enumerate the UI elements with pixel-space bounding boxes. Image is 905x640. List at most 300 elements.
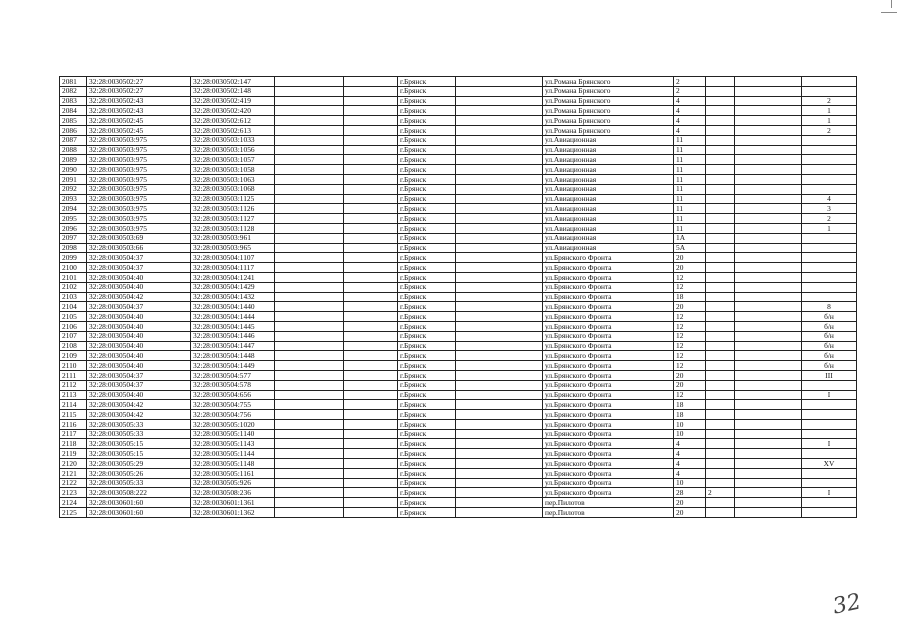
cadastral-number-cell: 32:28:0030504:1444 <box>191 312 275 322</box>
street-cell: ул.Брянского Фронта <box>543 272 674 282</box>
city-cell: г.Брянск <box>398 302 456 312</box>
empty-cell <box>344 135 398 145</box>
street-cell: ул.Авиационная <box>543 155 674 165</box>
city-cell: г.Брянск <box>398 106 456 116</box>
apartment-cell: 3 <box>802 204 857 214</box>
city-cell: г.Брянск <box>398 498 456 508</box>
row-number-cell: 2101 <box>60 272 87 282</box>
street-cell: ул.Брянского Фронта <box>543 410 674 420</box>
table-row <box>60 116 857 126</box>
street-cell: ул.Авиационная <box>543 135 674 145</box>
building-cell <box>706 165 735 175</box>
row-number-cell: 2119 <box>60 449 87 459</box>
building-cell <box>706 390 735 400</box>
table-row <box>60 459 857 469</box>
house-number-cell: 12 <box>674 390 706 400</box>
empty-cell <box>735 165 802 175</box>
empty-cell <box>735 390 802 400</box>
building-cell <box>706 351 735 361</box>
row-number-cell: 2095 <box>60 214 87 224</box>
apartment-cell <box>802 135 857 145</box>
building-cell <box>706 302 735 312</box>
city-cell: г.Брянск <box>398 341 456 351</box>
empty-cell <box>275 449 344 459</box>
table-row <box>60 77 857 87</box>
quarter-number-cell: 32:28:0030503:975 <box>87 223 191 233</box>
empty-cell <box>275 116 344 126</box>
table-row <box>60 321 857 331</box>
empty-cell <box>735 400 802 410</box>
building-cell <box>706 145 735 155</box>
house-number-cell: 20 <box>674 253 706 263</box>
table-row <box>60 302 857 312</box>
building-cell <box>706 341 735 351</box>
table-row <box>60 370 857 380</box>
building-cell <box>706 498 735 508</box>
empty-cell <box>344 155 398 165</box>
apartment-cell <box>802 468 857 478</box>
empty-cell <box>735 478 802 488</box>
building-cell <box>706 106 735 116</box>
empty-cell <box>456 331 543 341</box>
table-row <box>60 125 857 135</box>
empty-cell <box>456 135 543 145</box>
empty-cell <box>344 165 398 175</box>
apartment-cell: б/н <box>802 331 857 341</box>
table-row <box>60 282 857 292</box>
empty-cell <box>344 292 398 302</box>
street-cell: ул.Романа Брянского <box>543 125 674 135</box>
cadastral-number-cell: 32:28:0030503:1058 <box>191 165 275 175</box>
building-cell <box>706 194 735 204</box>
house-number-cell: 12 <box>674 341 706 351</box>
empty-cell <box>275 233 344 243</box>
empty-cell <box>344 125 398 135</box>
building-cell <box>706 174 735 184</box>
quarter-number-cell: 32:28:0030502:45 <box>87 125 191 135</box>
street-cell: ул.Брянского Фронта <box>543 321 674 331</box>
empty-cell <box>456 419 543 429</box>
house-number-cell: 12 <box>674 331 706 341</box>
empty-cell <box>735 449 802 459</box>
quarter-number-cell: 32:28:0030503:975 <box>87 204 191 214</box>
building-cell <box>706 214 735 224</box>
house-number-cell: 28 <box>674 488 706 498</box>
apartment-cell <box>802 449 857 459</box>
building-cell: 2 <box>706 488 735 498</box>
row-number-cell: 2104 <box>60 302 87 312</box>
table-row <box>60 410 857 420</box>
apartment-cell: б/н <box>802 351 857 361</box>
empty-cell <box>735 145 802 155</box>
city-cell: г.Брянск <box>398 86 456 96</box>
cadastral-number-cell: 32:28:0030502:419 <box>191 96 275 106</box>
quarter-number-cell: 32:28:0030504:37 <box>87 370 191 380</box>
house-number-cell: 11 <box>674 214 706 224</box>
city-cell: г.Брянск <box>398 459 456 469</box>
cadastral-number-cell: 32:28:0030503:965 <box>191 243 275 253</box>
cadastral-number-cell: 32:28:0030504:1447 <box>191 341 275 351</box>
row-number-cell: 2110 <box>60 361 87 371</box>
street-cell: ул.Романа Брянского <box>543 96 674 106</box>
empty-cell <box>344 223 398 233</box>
empty-cell <box>456 214 543 224</box>
empty-cell <box>735 419 802 429</box>
street-cell: ул.Авиационная <box>543 223 674 233</box>
building-cell <box>706 380 735 390</box>
building-cell <box>706 321 735 331</box>
house-number-cell: 18 <box>674 410 706 420</box>
row-number-cell: 2094 <box>60 204 87 214</box>
cadastral-number-cell: 32:28:0030601:1361 <box>191 498 275 508</box>
cadastral-number-cell: 32:28:0030504:1445 <box>191 321 275 331</box>
empty-cell <box>456 125 543 135</box>
empty-cell <box>275 184 344 194</box>
row-number-cell: 2125 <box>60 508 87 518</box>
empty-cell <box>456 204 543 214</box>
empty-cell <box>344 351 398 361</box>
building-cell <box>706 263 735 273</box>
street-cell: ул.Брянского Фронта <box>543 468 674 478</box>
apartment-cell: 2 <box>802 214 857 224</box>
empty-cell <box>456 165 543 175</box>
row-number-cell: 2107 <box>60 331 87 341</box>
quarter-number-cell: 32:28:0030504:40 <box>87 351 191 361</box>
city-cell: г.Брянск <box>398 135 456 145</box>
apartment-cell <box>802 508 857 518</box>
street-cell: ул.Брянского Фронта <box>543 419 674 429</box>
street-cell: пер.Пилотов <box>543 498 674 508</box>
building-cell <box>706 449 735 459</box>
quarter-number-cell: 32:28:0030503:975 <box>87 165 191 175</box>
empty-cell <box>344 96 398 106</box>
empty-cell <box>735 125 802 135</box>
empty-cell <box>344 478 398 488</box>
empty-cell <box>735 184 802 194</box>
apartment-cell: 4 <box>802 194 857 204</box>
street-cell: ул.Брянского Фронта <box>543 488 674 498</box>
cadastral-number-cell: 32:28:0030504:577 <box>191 370 275 380</box>
city-cell: г.Брянск <box>398 194 456 204</box>
city-cell: г.Брянск <box>398 488 456 498</box>
row-number-cell: 2083 <box>60 96 87 106</box>
empty-cell <box>344 282 398 292</box>
row-number-cell: 2113 <box>60 390 87 400</box>
empty-cell <box>735 321 802 331</box>
apartment-cell <box>802 282 857 292</box>
cadastral-number-cell: 32:28:0030504:1446 <box>191 331 275 341</box>
empty-cell <box>344 370 398 380</box>
cadastral-number-cell: 32:28:0030505:1148 <box>191 459 275 469</box>
row-number-cell: 2087 <box>60 135 87 145</box>
city-cell: г.Брянск <box>398 321 456 331</box>
empty-cell <box>275 125 344 135</box>
quarter-number-cell: 32:28:0030503:69 <box>87 233 191 243</box>
quarter-number-cell: 32:28:0030504:40 <box>87 341 191 351</box>
empty-cell <box>735 361 802 371</box>
cadastral-number-cell: 32:28:0030502:612 <box>191 116 275 126</box>
empty-cell <box>735 86 802 96</box>
empty-cell <box>275 331 344 341</box>
empty-cell <box>456 263 543 273</box>
empty-cell <box>275 204 344 214</box>
empty-cell <box>735 370 802 380</box>
apartment-cell <box>802 272 857 282</box>
quarter-number-cell: 32:28:0030503:975 <box>87 155 191 165</box>
quarter-number-cell: 32:28:0030504:37 <box>87 263 191 273</box>
street-cell: ул.Авиационная <box>543 165 674 175</box>
apartment-cell <box>802 233 857 243</box>
cadastral-number-cell: 32:28:0030505:926 <box>191 478 275 488</box>
building-cell <box>706 459 735 469</box>
empty-cell <box>344 380 398 390</box>
house-number-cell: 20 <box>674 508 706 518</box>
house-number-cell: 5А <box>674 243 706 253</box>
table-row <box>60 400 857 410</box>
empty-cell <box>456 253 543 263</box>
table-row <box>60 145 857 155</box>
table-row <box>60 449 857 459</box>
apartment-cell: 1 <box>802 223 857 233</box>
empty-cell <box>735 498 802 508</box>
quarter-number-cell: 32:28:0030502:45 <box>87 116 191 126</box>
row-number-cell: 2124 <box>60 498 87 508</box>
street-cell: ул.Брянского Фронта <box>543 341 674 351</box>
table-row <box>60 184 857 194</box>
street-cell: пер.Пилотов <box>543 508 674 518</box>
cadastral-number-cell: 32:28:0030504:578 <box>191 380 275 390</box>
empty-cell <box>275 498 344 508</box>
quarter-number-cell: 32:28:0030505:33 <box>87 419 191 429</box>
empty-cell <box>275 361 344 371</box>
building-cell <box>706 272 735 282</box>
row-number-cell: 2100 <box>60 263 87 273</box>
house-number-cell: 11 <box>674 194 706 204</box>
cadastral-number-cell: 32:28:0030503:1068 <box>191 184 275 194</box>
apartment-cell: б/н <box>802 312 857 322</box>
building-cell <box>706 419 735 429</box>
quarter-number-cell: 32:28:0030504:40 <box>87 312 191 322</box>
city-cell: г.Брянск <box>398 370 456 380</box>
empty-cell <box>344 410 398 420</box>
city-cell: г.Брянск <box>398 331 456 341</box>
apartment-cell <box>802 174 857 184</box>
table-row <box>60 233 857 243</box>
empty-cell <box>456 400 543 410</box>
apartment-cell: б/н <box>802 321 857 331</box>
house-number-cell: 11 <box>674 135 706 145</box>
cadastral-number-cell: 32:28:0030508:236 <box>191 488 275 498</box>
quarter-number-cell: 32:28:0030503:975 <box>87 135 191 145</box>
empty-cell <box>275 419 344 429</box>
city-cell: г.Брянск <box>398 165 456 175</box>
row-number-cell: 2120 <box>60 459 87 469</box>
row-number-cell: 2111 <box>60 370 87 380</box>
table-row <box>60 468 857 478</box>
city-cell: г.Брянск <box>398 429 456 439</box>
city-cell: г.Брянск <box>398 204 456 214</box>
empty-cell <box>344 272 398 282</box>
empty-cell <box>344 184 398 194</box>
city-cell: г.Брянск <box>398 439 456 449</box>
empty-cell <box>344 390 398 400</box>
empty-cell <box>344 253 398 263</box>
empty-cell <box>275 302 344 312</box>
empty-cell <box>275 478 344 488</box>
cadastral-registry-table <box>59 76 857 518</box>
building-cell <box>706 370 735 380</box>
house-number-cell: 12 <box>674 351 706 361</box>
street-cell: ул.Романа Брянского <box>543 116 674 126</box>
row-number-cell: 2105 <box>60 312 87 322</box>
apartment-cell <box>802 184 857 194</box>
table-row <box>60 292 857 302</box>
empty-cell <box>275 410 344 420</box>
quarter-number-cell: 32:28:0030505:26 <box>87 468 191 478</box>
house-number-cell: 4 <box>674 449 706 459</box>
row-number-cell: 2086 <box>60 125 87 135</box>
house-number-cell: 11 <box>674 174 706 184</box>
street-cell: ул.Авиационная <box>543 214 674 224</box>
house-number-cell: 11 <box>674 145 706 155</box>
quarter-number-cell: 32:28:0030504:42 <box>87 292 191 302</box>
apartment-cell <box>802 498 857 508</box>
cadastral-number-cell: 32:28:0030503:1126 <box>191 204 275 214</box>
building-cell <box>706 361 735 371</box>
city-cell: г.Брянск <box>398 184 456 194</box>
table-row <box>60 135 857 145</box>
building-cell <box>706 400 735 410</box>
cadastral-number-cell: 32:28:0030504:1432 <box>191 292 275 302</box>
empty-cell <box>735 508 802 518</box>
city-cell: г.Брянск <box>398 155 456 165</box>
cadastral-number-cell: 32:28:0030601:1362 <box>191 508 275 518</box>
city-cell: г.Брянск <box>398 77 456 87</box>
cadastral-number-cell: 32:28:0030504:656 <box>191 390 275 400</box>
building-cell <box>706 282 735 292</box>
row-number-cell: 2088 <box>60 145 87 155</box>
cadastral-number-cell: 32:28:0030504:1117 <box>191 263 275 273</box>
row-number-cell: 2089 <box>60 155 87 165</box>
empty-cell <box>735 233 802 243</box>
cadastral-number-cell: 32:28:0030505:1143 <box>191 439 275 449</box>
empty-cell <box>735 351 802 361</box>
house-number-cell: 12 <box>674 321 706 331</box>
row-number-cell: 2093 <box>60 194 87 204</box>
building-cell <box>706 125 735 135</box>
row-number-cell: 2091 <box>60 174 87 184</box>
empty-cell <box>275 380 344 390</box>
city-cell: г.Брянск <box>398 292 456 302</box>
street-cell: ул.Брянского Фронта <box>543 449 674 459</box>
empty-cell <box>735 341 802 351</box>
table-row <box>60 272 857 282</box>
empty-cell <box>456 341 543 351</box>
building-cell <box>706 223 735 233</box>
empty-cell <box>344 400 398 410</box>
city-cell: г.Брянск <box>398 96 456 106</box>
empty-cell <box>735 468 802 478</box>
cadastral-number-cell: 32:28:0030505:1140 <box>191 429 275 439</box>
city-cell: г.Брянск <box>398 449 456 459</box>
house-number-cell: 11 <box>674 223 706 233</box>
empty-cell <box>735 135 802 145</box>
row-number-cell: 2109 <box>60 351 87 361</box>
apartment-cell: 2 <box>802 125 857 135</box>
empty-cell <box>275 77 344 87</box>
quarter-number-cell: 32:28:0030504:42 <box>87 410 191 420</box>
empty-cell <box>456 429 543 439</box>
empty-cell <box>275 243 344 253</box>
empty-cell <box>456 361 543 371</box>
house-number-cell: 4 <box>674 106 706 116</box>
cadastral-number-cell: 32:28:0030505:1161 <box>191 468 275 478</box>
table-row <box>60 361 857 371</box>
building-cell <box>706 253 735 263</box>
apartment-cell <box>802 419 857 429</box>
empty-cell <box>344 233 398 243</box>
empty-cell <box>275 86 344 96</box>
street-cell: ул.Брянского Фронта <box>543 459 674 469</box>
building-cell <box>706 468 735 478</box>
empty-cell <box>735 429 802 439</box>
street-cell: ул.Авиационная <box>543 174 674 184</box>
street-cell: ул.Авиационная <box>543 145 674 155</box>
empty-cell <box>456 390 543 400</box>
empty-cell <box>344 243 398 253</box>
house-number-cell: 20 <box>674 302 706 312</box>
empty-cell <box>344 429 398 439</box>
empty-cell <box>275 155 344 165</box>
building-cell <box>706 77 735 87</box>
street-cell: ул.Брянского Фронта <box>543 361 674 371</box>
row-number-cell: 2106 <box>60 321 87 331</box>
quarter-number-cell: 32:28:0030505:15 <box>87 449 191 459</box>
empty-cell <box>735 194 802 204</box>
city-cell: г.Брянск <box>398 361 456 371</box>
street-cell: ул.Брянского Фронта <box>543 263 674 273</box>
table-row <box>60 223 857 233</box>
empty-cell <box>275 312 344 322</box>
table-row <box>60 214 857 224</box>
apartment-cell <box>802 243 857 253</box>
city-cell: г.Брянск <box>398 468 456 478</box>
apartment-cell: б/н <box>802 341 857 351</box>
empty-cell <box>735 331 802 341</box>
house-number-cell: 20 <box>674 380 706 390</box>
cadastral-number-cell: 32:28:0030504:755 <box>191 400 275 410</box>
row-number-cell: 2108 <box>60 341 87 351</box>
street-cell: ул.Романа Брянского <box>543 77 674 87</box>
empty-cell <box>344 488 398 498</box>
table-row <box>60 174 857 184</box>
table-row <box>60 341 857 351</box>
empty-cell <box>275 263 344 273</box>
empty-cell <box>275 223 344 233</box>
house-number-cell: 11 <box>674 155 706 165</box>
empty-cell <box>344 439 398 449</box>
cadastral-number-cell: 32:28:0030502:147 <box>191 77 275 87</box>
empty-cell <box>456 380 543 390</box>
row-number-cell: 2117 <box>60 429 87 439</box>
empty-cell <box>275 292 344 302</box>
empty-cell <box>344 145 398 155</box>
empty-cell <box>735 459 802 469</box>
apartment-cell <box>802 77 857 87</box>
house-number-cell: 11 <box>674 204 706 214</box>
table-row <box>60 155 857 165</box>
row-number-cell: 2122 <box>60 478 87 488</box>
